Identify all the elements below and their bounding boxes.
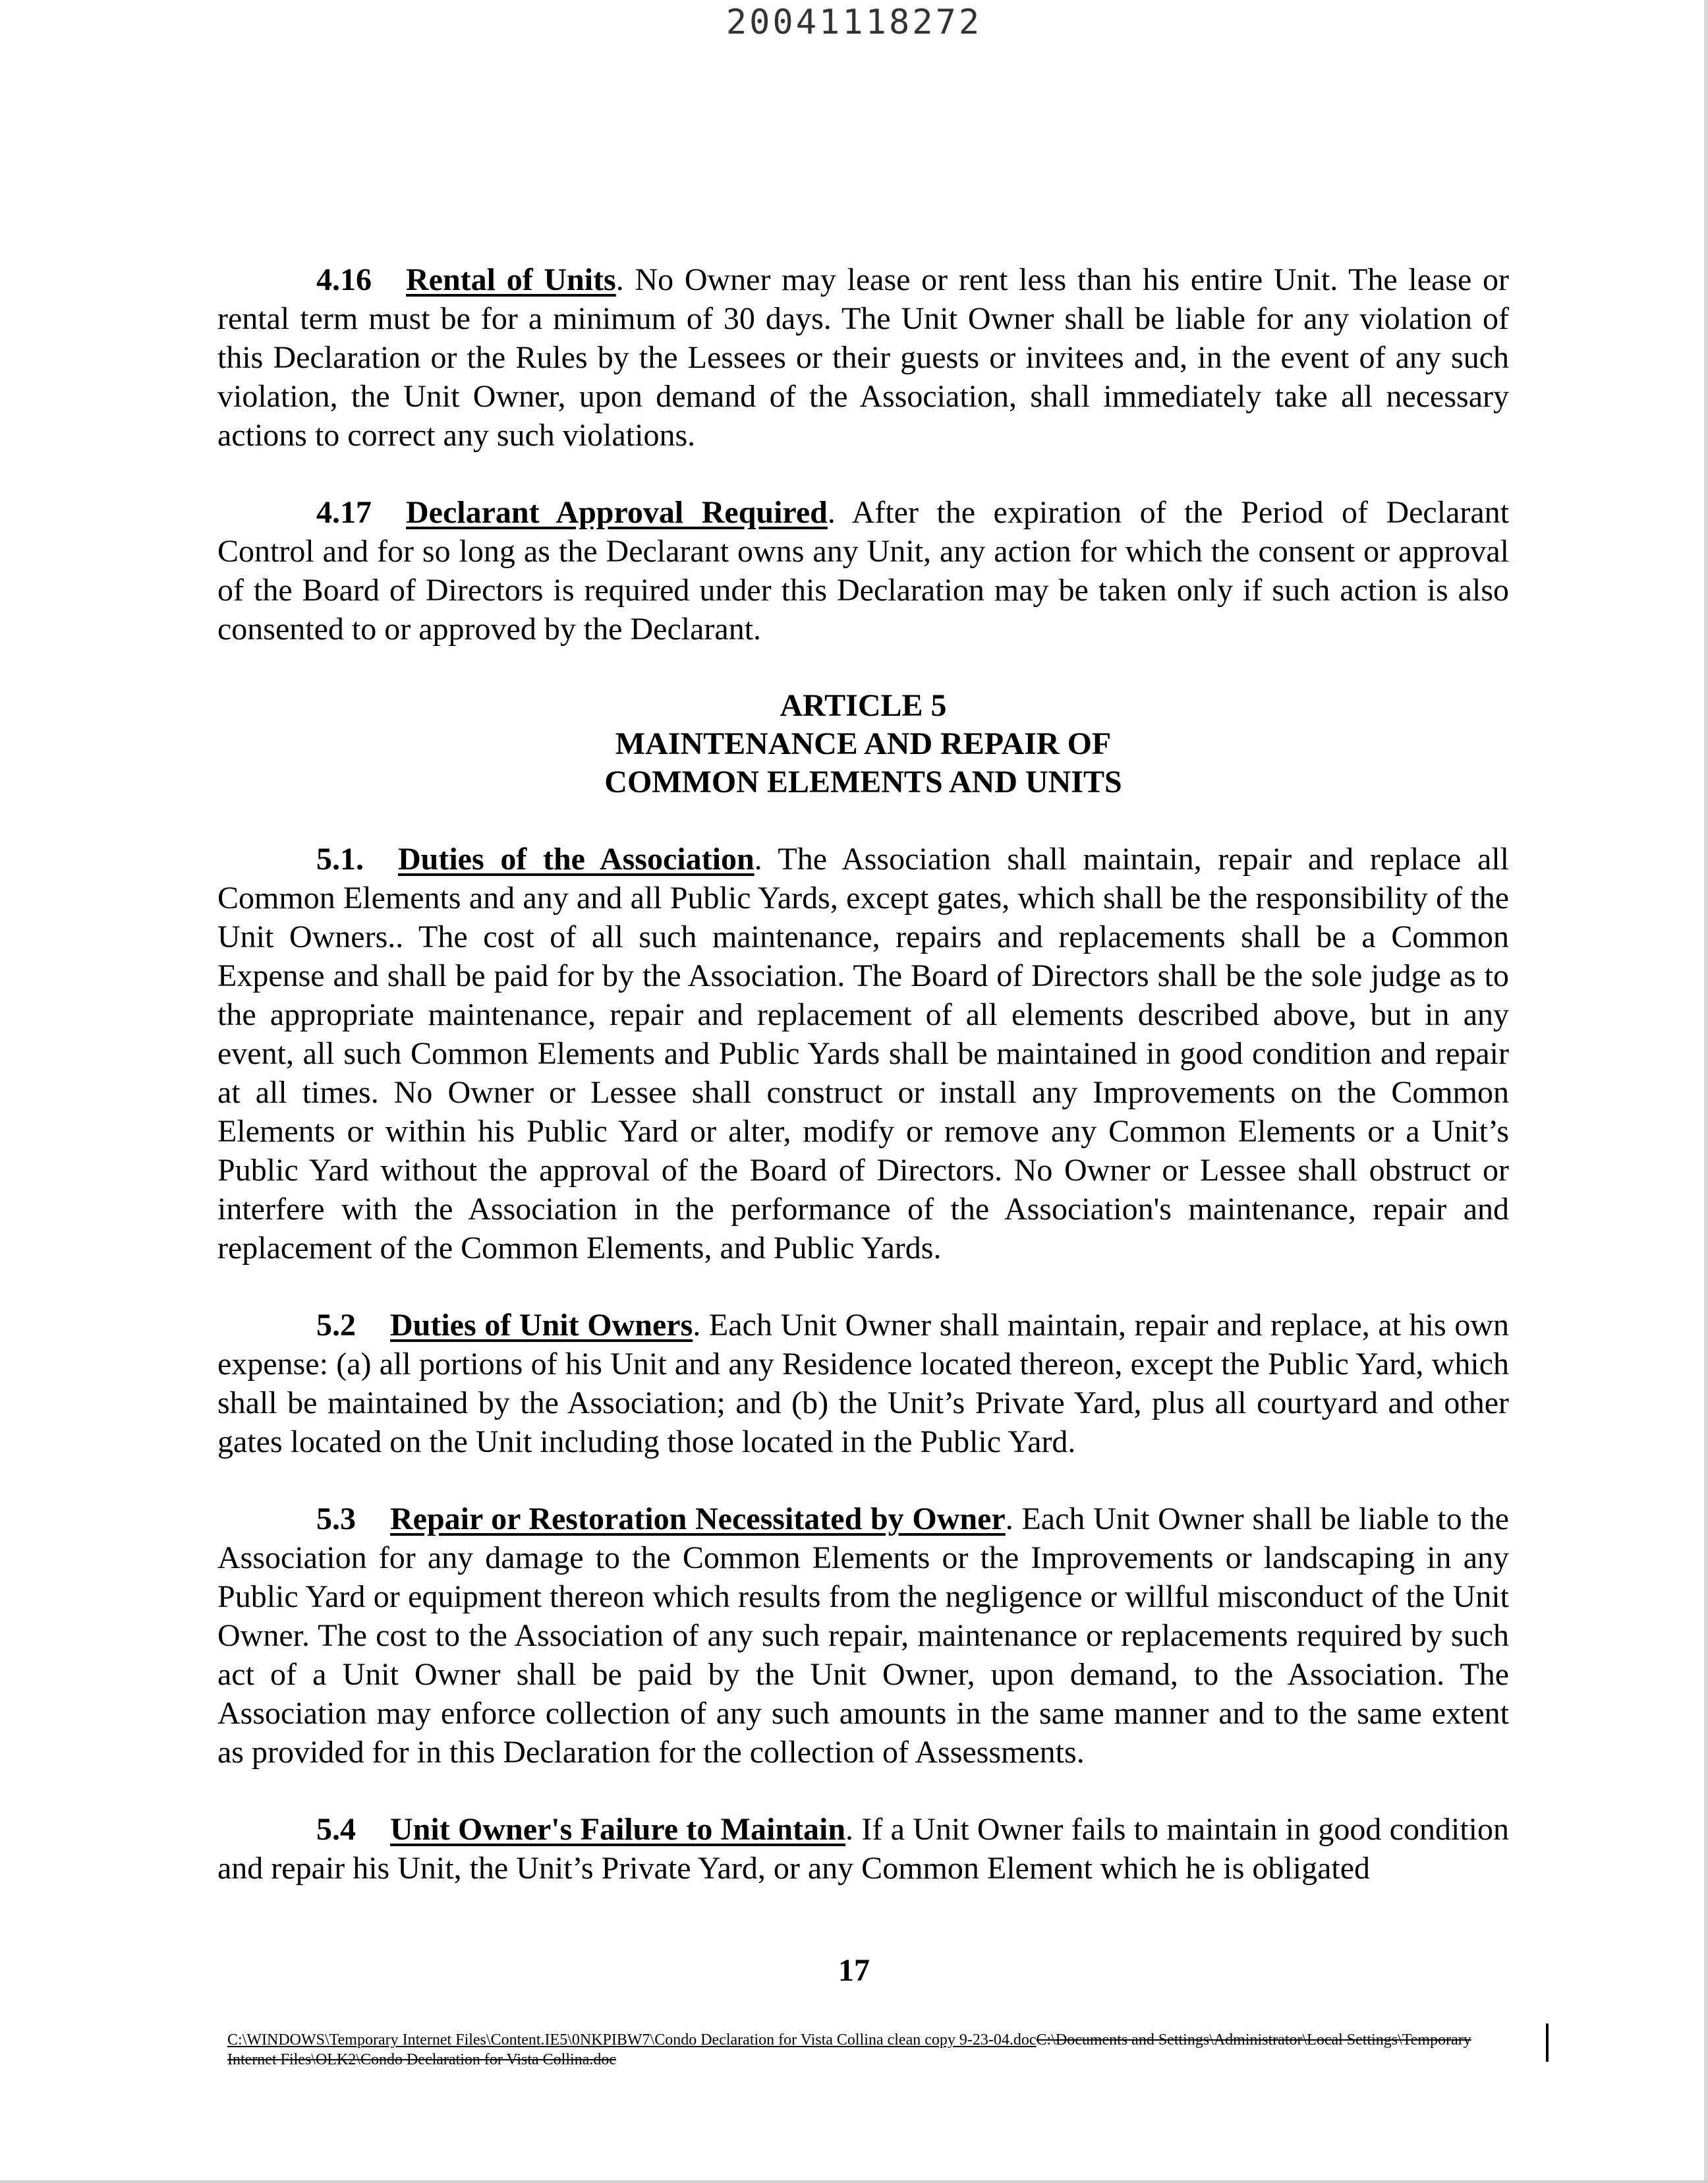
section-text: . After the expiration of the Period of Declarant Control and for so long as the Declarant owns any Unit, any action for which the consent or approval of the Board of Directors is required under this Declaration may be taken only if such action is also consented to or approved by the Declarant. bbox=[217, 495, 1509, 647]
section-title: Declarant Approval Required bbox=[406, 495, 828, 530]
section-text: . Each Unit Owner shall be liable to the Association for any damage to the Common Elements or the Improvements or landscaping in any Public Yard or equipment thereon which results from the negligence or willful misconduct of the Unit Owner. The cost to the Association of any such repair, maintenance or replacements required by such act of a Unit Owner shall be paid by the Unit Owner, upon demand, to the Association. The Association may enforce collection of any such amounts in the same manner and to the same extent as provided for in this Declaration for the collection of Assessments. bbox=[217, 1501, 1509, 1770]
change-bar bbox=[1546, 2023, 1549, 2062]
section-5-1 bbox=[217, 840, 1509, 1267]
section-title: Unit Owner's Failure to Maintain bbox=[390, 1812, 846, 1847]
section-5-4 bbox=[217, 1810, 1509, 1888]
footer-path: C:\WINDOWS\Temporary Internet Files\Content.IE5\0NKPIBW7\Condo Declaration for Vista Collina clean copy 9-23-04.doc bbox=[227, 2031, 1037, 2049]
article-title-line-2: COMMON ELEMENTS AND UNITS bbox=[604, 765, 1122, 800]
scan-edge-bottom bbox=[0, 2180, 1708, 2183]
section-4-17 bbox=[217, 493, 1509, 649]
section-number: 4.17 bbox=[316, 495, 372, 530]
section-number: 5.3 bbox=[316, 1501, 356, 1536]
section-number: 5.2 bbox=[316, 1308, 356, 1343]
footer-struck-path: C:\Documents and Settings\Administrator\Local Settings\Temporary Internet Files\OLK2\Condo Declaration for Vista Collina.doc bbox=[227, 2031, 1471, 2068]
section-title: Duties of the Association bbox=[398, 842, 754, 877]
section-text: . No Owner may lease or rent less than his entire Unit. The lease or rental term must be for a minimum of 30 days. The Unit Owner shall be liable for any violation of this Declaration or the Rules by the Lessees or their guests or invitees and, in the event of any such violation, the Unit Owner, upon demand of the Association, shall immediately take all necessary actions to correct any such violations. bbox=[217, 262, 1510, 453]
section-text: . Each Unit Owner shall maintain, repair and replace, at his own expense: (a) all portions of his Unit and any Residence located thereon, except the Public Yard, which shall be maintained by the Association; and (b) the Unit’s Private Yard, plus all courtyard and other gates located on the Unit including those located in the Public Yard. bbox=[217, 1308, 1509, 1459]
article-number: ARTICLE 5 bbox=[780, 688, 947, 723]
section-4-16 bbox=[217, 260, 1509, 455]
section-number: 5.4 bbox=[316, 1812, 356, 1847]
section-title: Duties of Unit Owners bbox=[390, 1308, 693, 1343]
section-text: . If a Unit Owner fails to maintain in good condition and repair his Unit, the Unit’s Private Yard, or any Common Element which he is obligated bbox=[217, 1812, 1509, 1886]
section-5-3 bbox=[217, 1499, 1509, 1772]
section-number: 4.16 bbox=[316, 262, 372, 297]
page-number: 17 bbox=[838, 1953, 870, 1988]
document-number: 20041118272 bbox=[726, 3, 982, 42]
section-title: Repair or Restoration Necessitated by Owner bbox=[390, 1501, 1006, 1536]
article-heading bbox=[217, 687, 1509, 801]
section-5-2 bbox=[217, 1306, 1509, 1461]
scan-edge-right bbox=[1704, 0, 1708, 2183]
section-number: 5.1. bbox=[316, 842, 364, 877]
section-title: Rental of Units bbox=[406, 262, 616, 297]
footer-file-path bbox=[227, 2030, 1479, 2070]
section-text: . The Association shall maintain, repair and replace all Common Elements and any and all Public Yards, except gates, which shall be the responsibility of the Unit Owners.. The cost of all such maintenance, repairs and replacements shall be a Common Expense and shall be paid for by the Association. The Board of Directors shall be the sole judge as to the appropriate maintenance, repair and replacement of all elements described above, but in any event, all such Common Elements and Public Yards shall be maintained in good condition and repair at all times. No Owner or Lessee shall construct or install any Improvements on the Common Elements or within his Public Yard or alter, modify or remove any Common Elements or a Unit’s Public Yard without the approval of the Board of Directors. No Owner or Lessee shall obstruct or interfere with the Association in the performance of the Association's maintenance, repair and replacement of the Common Elements, and Public Yards. bbox=[217, 842, 1509, 1266]
article-title-line-1: MAINTENANCE AND REPAIR OF bbox=[615, 726, 1112, 761]
document-body bbox=[217, 260, 1509, 1926]
